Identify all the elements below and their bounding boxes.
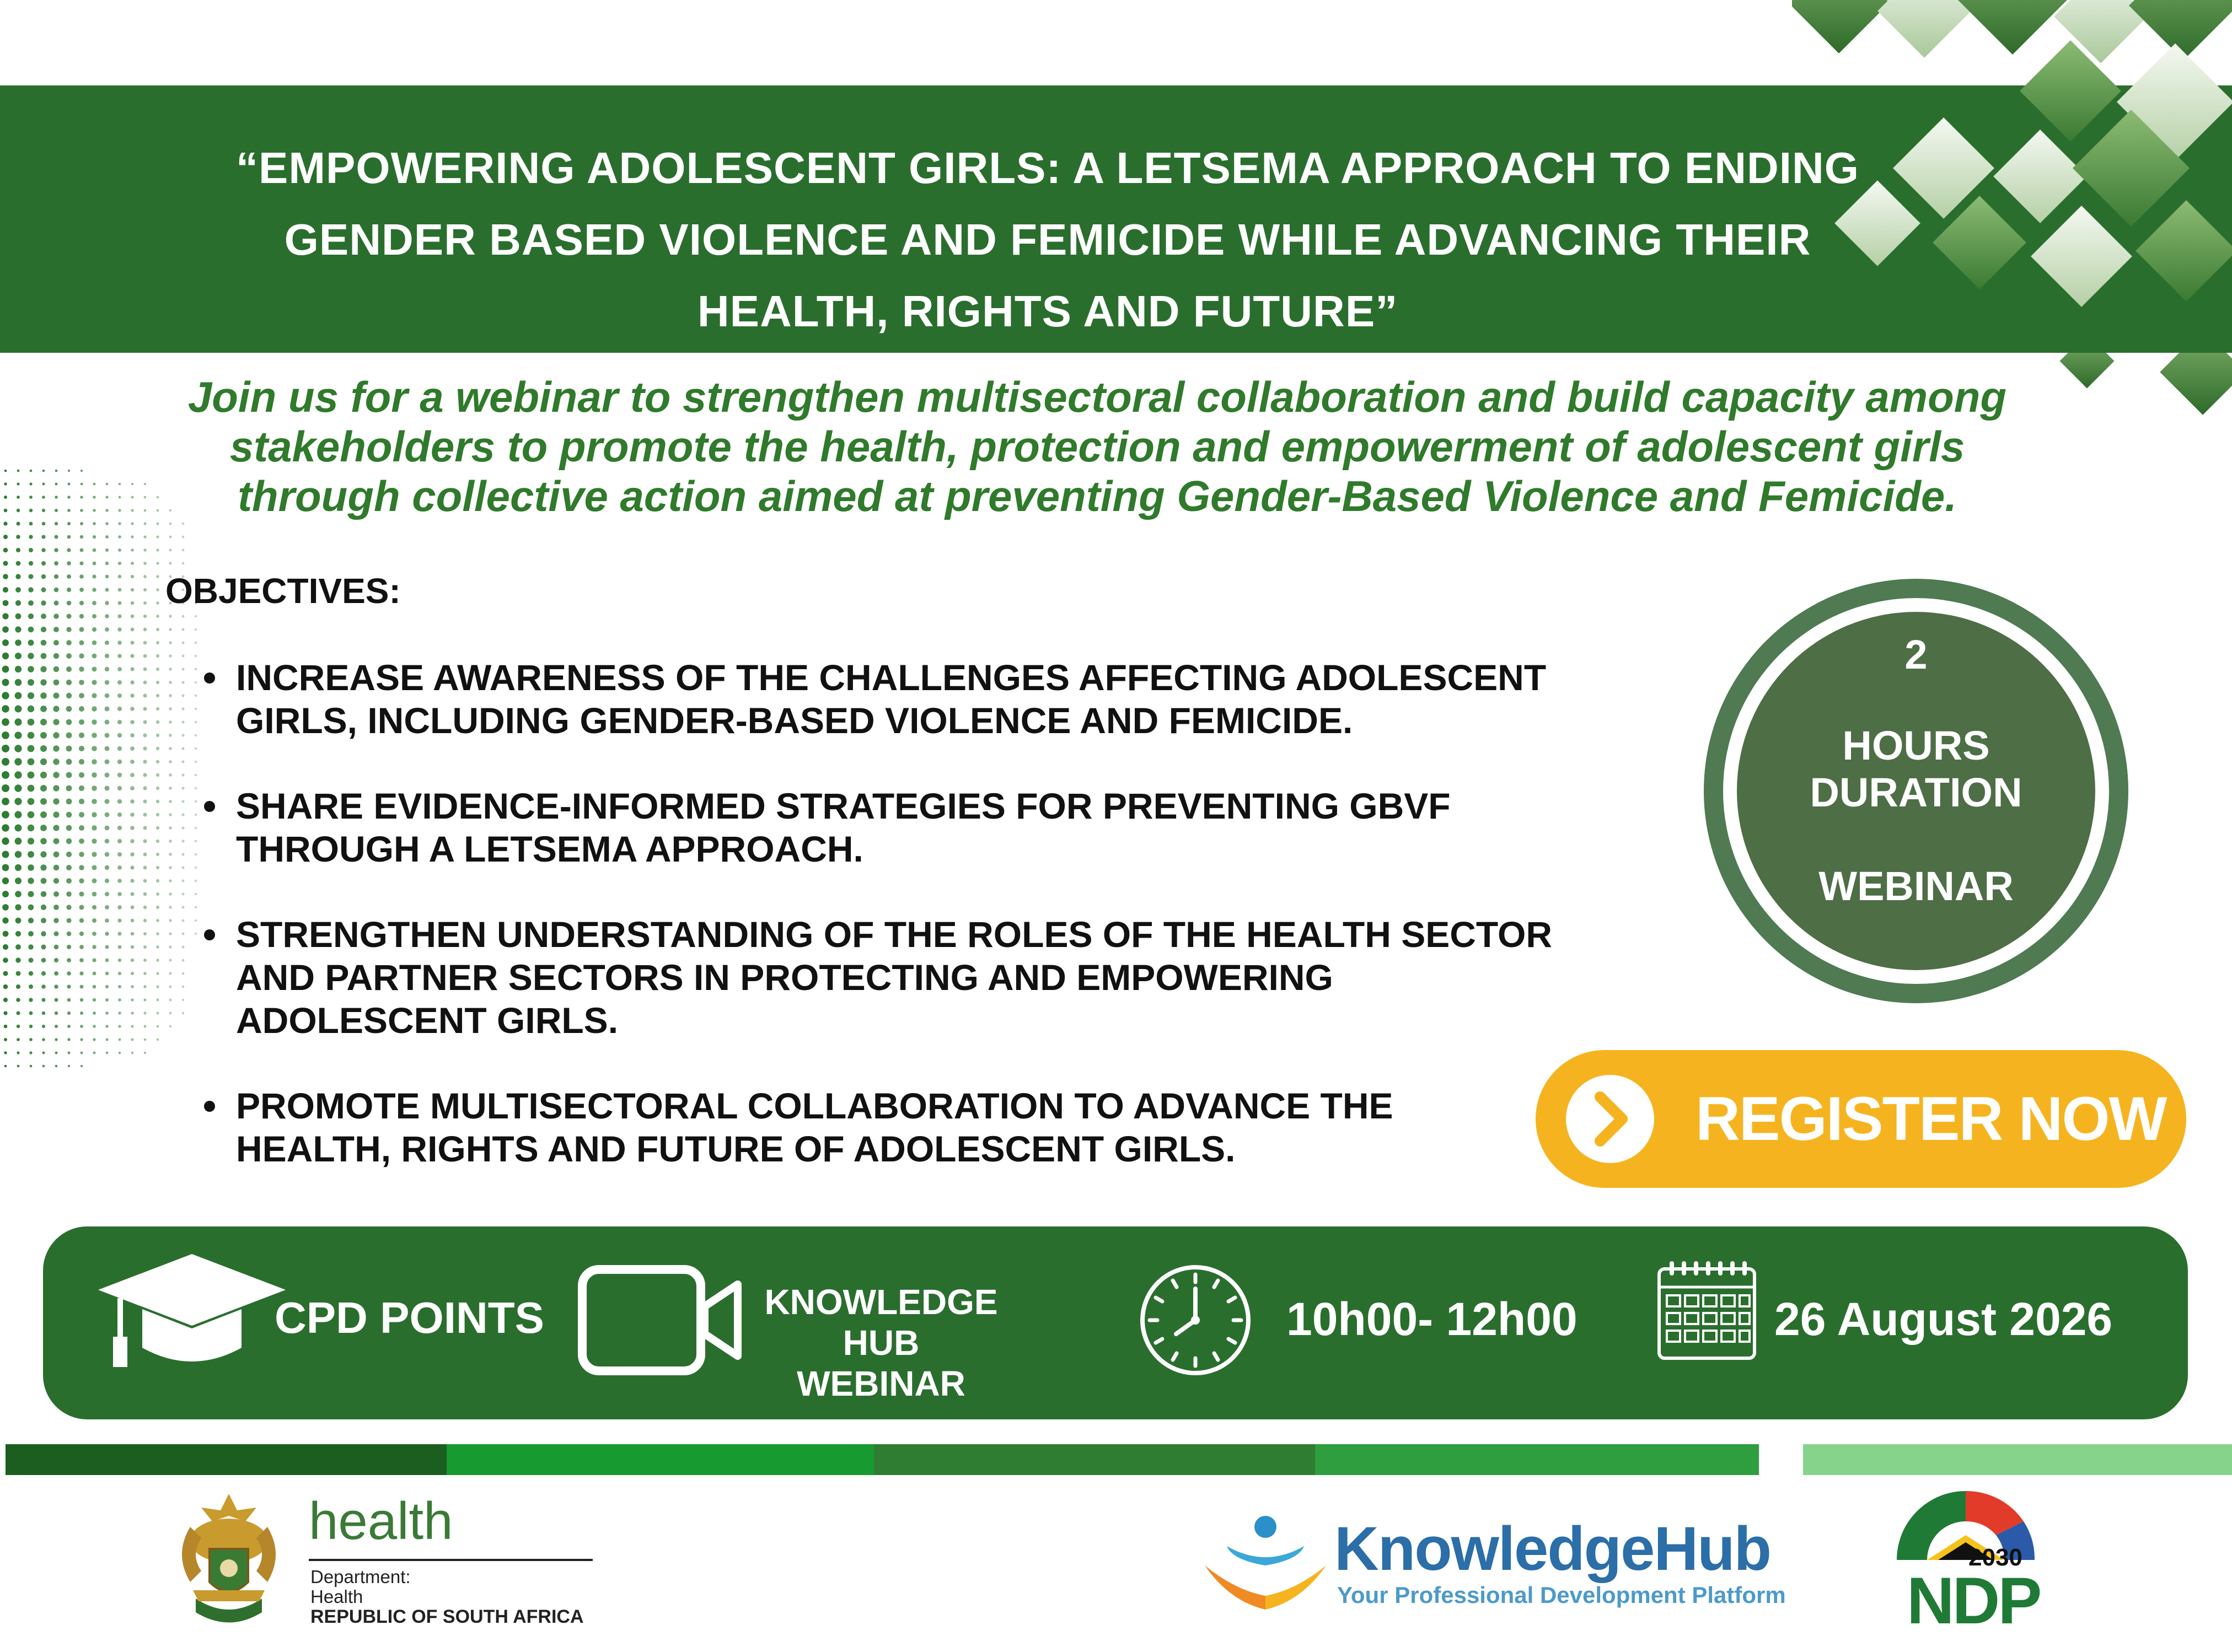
coat-of-arms-logo [168,1488,289,1637]
duration-label: DURATION [1810,770,2022,815]
event-date: 26 August 2026 [1774,1293,2113,1345]
chevron-right-icon [1566,1075,1654,1163]
ndp-wordmark: NDP [1907,1564,2040,1632]
ndp-2030-logo [1886,1488,2046,1632]
webinar-title [165,132,1930,347]
knowledgehub-wordmark: KnowledgeHub [1334,1514,1771,1583]
duration-format: WEBINAR [1818,863,2014,909]
graduation-cap-icon [95,1251,288,1378]
objective-line: INCREASE AWARENESS OF THE CHALLENGES AFFECTING ADOLESCENT [236,657,1547,698]
duration-badge [1737,612,2095,970]
intro-line-1: Join us for a webinar to strengthen multisectoral collaboration and build capacity among [187,373,2007,421]
title-line-1: “EMPOWERING ADOLESCENT GIRLS: A LETSEMA APPROACH TO ENDING [235,143,1859,192]
objective-item [204,656,1660,742]
objective-item [204,913,1660,1042]
duration-unit: HOURS [1842,723,1990,768]
objective-line: PROMOTE MULTISECTORAL COLLABORATION TO ADVANCE THE [236,1085,1393,1126]
webinar-intro [110,372,2084,521]
platform-line-2: WEBINAR [797,1364,965,1403]
objectives-heading: OBJECTIVES: [165,571,401,611]
duration-number: 2 [1904,632,1928,677]
divider-stripe [447,1444,874,1475]
health-divider [309,1559,593,1561]
platform-line-1: KNOWLEDGE HUB [764,1282,998,1363]
objective-line: AND PARTNER SECTORS IN PROTECTING AND EMPOWERING [236,957,1333,998]
divider-stripe [6,1444,447,1475]
health-wordmark: health [309,1492,453,1551]
objective-line: SHARE EVIDENCE-INFORMED STRATEGIES FOR PREVENTING GBVF [236,785,1451,826]
event-info-bar [43,1226,2188,1419]
objective-line: STRENGTHEN UNDERSTANDING OF THE ROLES OF THE HEALTH SECTOR [236,914,1553,955]
objective-item [204,1084,1660,1170]
objective-item [204,784,1660,870]
divider-stripe [874,1444,1315,1475]
dept-line-2: Health [310,1586,363,1607]
title-line-2: GENDER BASED VIOLENCE AND FEMICIDE WHILE ADVANCING THEIR [284,215,1811,264]
decorative-tiles-overlay [1792,0,2232,419]
platform-label [754,1282,1008,1404]
video-camera-icon [578,1265,743,1375]
knowledgehub-tagline: Your Professional Development Platform [1337,1582,1786,1608]
cpd-points-label: CPD POINTS [275,1293,544,1342]
title-line-3: HEALTH, RIGHTS AND FUTURE” [697,287,1398,336]
knowledgehub-logo-icon [1202,1513,1329,1618]
register-now-button[interactable] [1536,1050,2186,1188]
objectives-list [204,656,1660,1213]
event-time: 10h00- 12h00 [1286,1293,1578,1345]
divider-stripe [1315,1444,1759,1475]
dept-line-1: Department: [310,1567,411,1587]
register-now-label: REGISTER NOW [1696,1084,2166,1153]
objective-line: ADOLESCENT GIRLS. [236,1000,619,1041]
objective-line: THROUGH A LETSEMA APPROACH. [236,828,863,869]
objective-line: HEALTH, RIGHTS AND FUTURE OF ADOLESCENT GIRLS. [236,1128,1236,1169]
divider-stripe [1803,1444,2232,1475]
decorative-dot-pattern [0,452,210,1102]
calendar-icon [1656,1257,1758,1362]
intro-line-3: through collective action aimed at preventing Gender-Based Violence and Femicide. [238,472,1957,520]
intro-line-2: stakeholders to promote the health, protection and empowerment of adolescent girls [229,422,1965,471]
dept-line-3: REPUBLIC OF SOUTH AFRICA [310,1606,584,1627]
objective-line: GIRLS, INCLUDING GENDER-BASED VIOLENCE AND FEMICIDE. [236,700,1353,741]
clock-icon [1138,1262,1253,1378]
register-arrow-circle [1566,1075,1654,1163]
ndp-year: 2030 [1968,1544,2022,1571]
